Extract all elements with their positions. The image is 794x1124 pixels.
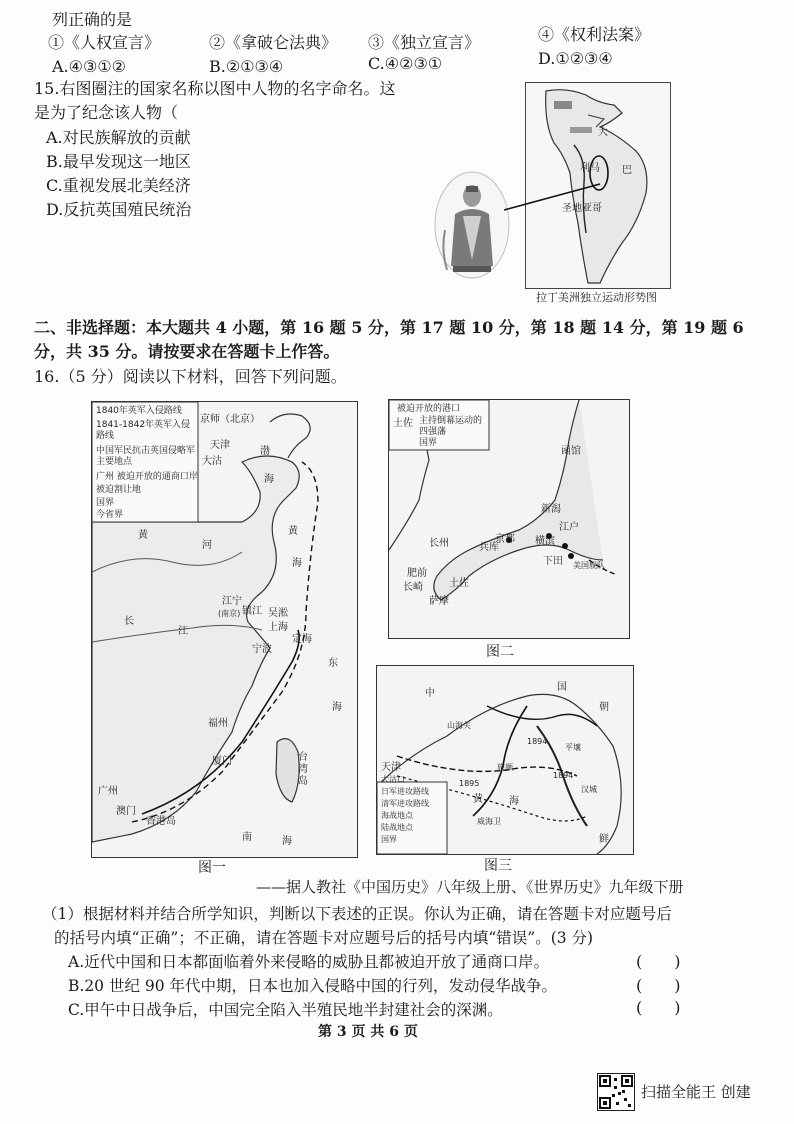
fig3-label-year3: 1895 <box>459 779 480 788</box>
fig2-legend-port: 被迫开放的港口 <box>397 404 461 414</box>
map-label-da: 大 <box>598 127 608 138</box>
fig1-legend-1840: 1840年英军入侵路线 <box>96 406 182 416</box>
fig1-label-bohai2: 海 <box>264 474 274 485</box>
fig1-legend-border: 国界 <box>96 498 115 508</box>
map-label-brazil: 巴 <box>622 165 632 176</box>
fig3-label-dagu: 大沽口 <box>381 775 405 784</box>
q14-item-2: ②《拿破仑法典》 <box>209 33 338 52</box>
q14-option-a: A.④③①② <box>52 57 127 76</box>
q16-intro: 16.（5 分）阅读以下材料，回答下列问题。 <box>34 367 347 386</box>
fig1-label-guangzhou: 广州 <box>98 786 118 797</box>
q15-option-c: C.重视发展北美经济 <box>46 176 191 195</box>
fig1-legend-province: 今省界 <box>96 510 124 520</box>
fig3-legend-border: 国界 <box>381 835 397 844</box>
fig1-label-dagu: 大沽 <box>202 456 222 467</box>
fig1-legend-resist: 中国军民抗击英国侵略军主要地点 <box>96 446 196 467</box>
page-number: 第 3 页 共 6 页 <box>318 1024 418 1040</box>
q14-option-c: C.④②③① <box>368 54 443 73</box>
fig3-label-huang: 黄 <box>473 794 483 805</box>
fig1-label-jiang: 江 <box>178 626 188 637</box>
q15-stem-line2: 是为了纪念该人物（ <box>34 103 179 122</box>
fig1-label-xianggang: 香港岛 <box>146 816 176 827</box>
map-label-santiago: 圣地亚哥 <box>562 203 602 214</box>
fig3-label-hai: 海 <box>509 796 519 807</box>
fig3-label-pingrang: 平壤 <box>565 743 581 752</box>
fig1-label-jingshi: 京师（北京） <box>200 414 260 425</box>
section2-line2: 分，共 35 分。请按要求在答题卡上作答。 <box>34 342 340 361</box>
fig1-label-taiwan: 台湾岛 <box>298 752 308 787</box>
q15-stem-line1: 15.右图圈注的国家名称以图中人物的名字命名。这 <box>34 79 396 98</box>
fig1-legend-port: 广州 被迫开放的通商口岸 <box>96 472 198 482</box>
fig1-label-ningbo: 宁波 <box>252 644 272 655</box>
fig3-label-tianjin: 天津 <box>381 762 401 773</box>
fig3-label-year1: 1894 <box>527 737 548 746</box>
fig1-label-nanjing: (南京) <box>218 609 241 618</box>
fig1-label-aomen: 澳门 <box>116 806 136 817</box>
fig1-label-he: 河 <box>202 540 212 551</box>
fig1-label-jiangning: 江宁 <box>222 596 242 607</box>
fig1-label-tianjin: 天津 <box>210 440 230 451</box>
fig3-label-xian: 鲜 <box>599 834 609 845</box>
figure-2-japan-map <box>388 399 630 639</box>
q15-pointer-line <box>500 180 610 220</box>
fig3-label-year2: 1894 <box>553 771 574 780</box>
fig2-legend-border: 国界 <box>419 438 438 448</box>
fig2-label-niigata: 新潟 <box>541 504 561 515</box>
q14-item-1: ①《人权宣言》 <box>48 33 161 52</box>
q15-option-b: B.最早发现这一地区 <box>46 152 191 171</box>
fig1-legend-1841: 1841-1842年英军入侵路线 <box>96 420 191 441</box>
fig3-label-chao: 朝 <box>599 702 609 713</box>
q16-statement-b: B.20 世纪 90 年代中期，日本也加入侵略中国的行列，发动侵华战争。 <box>68 977 558 995</box>
q16-answer-c[interactable]: ( ) <box>636 998 681 1017</box>
fig2-label-hakodate: 函馆 <box>561 446 581 457</box>
q16-sub1-line2: 的括号内填“正确”；不正确，请在答题卡对应题号后的括号内填“错误”。(3 分) <box>54 929 594 947</box>
fig1-label-changjiang: 长 <box>124 616 134 627</box>
fig1-label-donghai: 东 <box>328 658 338 669</box>
fig3-label-zhong: 中 <box>425 688 435 699</box>
fig2-label-satsuma: 萨摩 <box>429 596 449 607</box>
fig1-label-donghai2: 海 <box>332 702 342 713</box>
q16-sub1-line1: （1）根据材料并结合所学知识，判断以下表述的正误。你认为正确，请在答题卡对应题号后 <box>42 905 672 923</box>
fig1-label-dinghai: 定海 <box>292 634 312 645</box>
figure-1-opium-war-map <box>91 401 358 858</box>
fig2-label-kyoto: 京都 <box>495 534 515 545</box>
fig2-label-tuzuo: 土佐 <box>393 418 413 429</box>
fig3-legend-jp: 日军进攻路线 <box>381 787 429 796</box>
q15-option-d: D.反抗英国殖民统治 <box>46 200 192 219</box>
q14-option-d: D.①②③④ <box>538 49 613 68</box>
section2-line1: 二、非选择题：本大题共 4 小题，第 16 题 5 分，第 17 题 10 分，第 18 题 14 分，第 19 题 6 <box>34 318 744 337</box>
figure-3-caption: 图三 <box>484 858 512 874</box>
fig3-label-weihaiwei: 威海卫 <box>477 817 501 826</box>
figure-2-caption: 图二 <box>486 644 514 660</box>
fig1-label-nanhai: 南 <box>242 832 252 843</box>
fig1-label-huanghe: 黄 <box>138 530 148 541</box>
fig1-legend-ceded: 被迫割让地 <box>96 485 142 495</box>
fig2-label-yokohama: 横滨 <box>535 536 555 547</box>
fig3-legend-qing: 清军进攻路线 <box>381 799 429 808</box>
fig1-label-xiamen: 厦门 <box>212 756 232 767</box>
fig1-label-bohai: 渤 <box>260 446 270 457</box>
fig2-label-hizen: 肥前 <box>407 568 427 579</box>
q15-option-a: A.对民族解放的贡献 <box>46 128 191 147</box>
fig3-legend-land: 陆战地点 <box>381 823 413 832</box>
map-label-lima: 利马 <box>580 163 600 174</box>
q14-stem-tail: 列正确的是 <box>52 10 133 29</box>
q16-statement-a: A.近代中国和日本都面临着外来侵略的威胁且都被迫开放了通商口岸。 <box>68 953 550 971</box>
q16-answer-a[interactable]: ( ) <box>636 952 681 971</box>
fig2-label-perry: 美国舰队 <box>573 561 605 570</box>
fig2-label-hyogo: 兵库 <box>479 542 499 553</box>
fig3-label-lushun: 旅顺 <box>497 763 513 772</box>
q16-answer-b[interactable]: ( ) <box>636 976 681 995</box>
fig3-label-guo: 国 <box>557 682 567 693</box>
figure-1-caption: 图一 <box>198 860 226 876</box>
fig3-label-shanhaiguan: 山海关 <box>447 721 471 730</box>
scanner-watermark: 扫描全能王 创建 <box>641 1083 751 1101</box>
fig1-label-nanhai2: 海 <box>282 836 292 847</box>
fig2-label-nagasaki: 长崎 <box>403 582 423 593</box>
fig1-label-zhenjiang: 镇江 <box>242 606 262 617</box>
fig2-label-shimoda: 下田 <box>543 556 563 567</box>
fig1-label-huanghai: 黄 <box>288 526 298 537</box>
fig1-label-hai: 海 <box>292 558 302 569</box>
q16-statement-c: C.甲午中日战争后，中国完全陷入半殖民地半封建社会的深渊。 <box>68 1001 503 1019</box>
fig1-label-wusong: 吴淞 <box>268 608 288 619</box>
q16-source: ——据人教社《中国历史》八年级上册、《世界历史》九年级下册 <box>256 878 684 896</box>
fig1-label-shanghai: 上海 <box>268 622 288 633</box>
qr-code-icon <box>597 1073 635 1111</box>
fig2-legend-four-clans: 主持倒幕运动的四强藩 <box>419 416 483 437</box>
fig3-label-hanzheng: 汉城 <box>581 785 597 794</box>
q14-item-3: ③《独立宣言》 <box>368 33 481 52</box>
fig3-legend-sea: 海战地点 <box>381 811 413 820</box>
fig2-label-tosa: 土佐 <box>449 578 469 589</box>
fig2-label-edo: 江户 <box>559 522 579 533</box>
q15-map-caption: 拉丁美洲独立运动形势图 <box>536 291 657 304</box>
figure-3-sino-japanese-war-map <box>376 665 634 855</box>
fig1-label-fuzhou: 福州 <box>208 718 228 729</box>
q14-item-4: ④《权利法案》 <box>538 25 651 44</box>
fig2-label-choshu: 长州 <box>429 538 449 549</box>
q14-option-b: B.②①③④ <box>209 57 284 76</box>
